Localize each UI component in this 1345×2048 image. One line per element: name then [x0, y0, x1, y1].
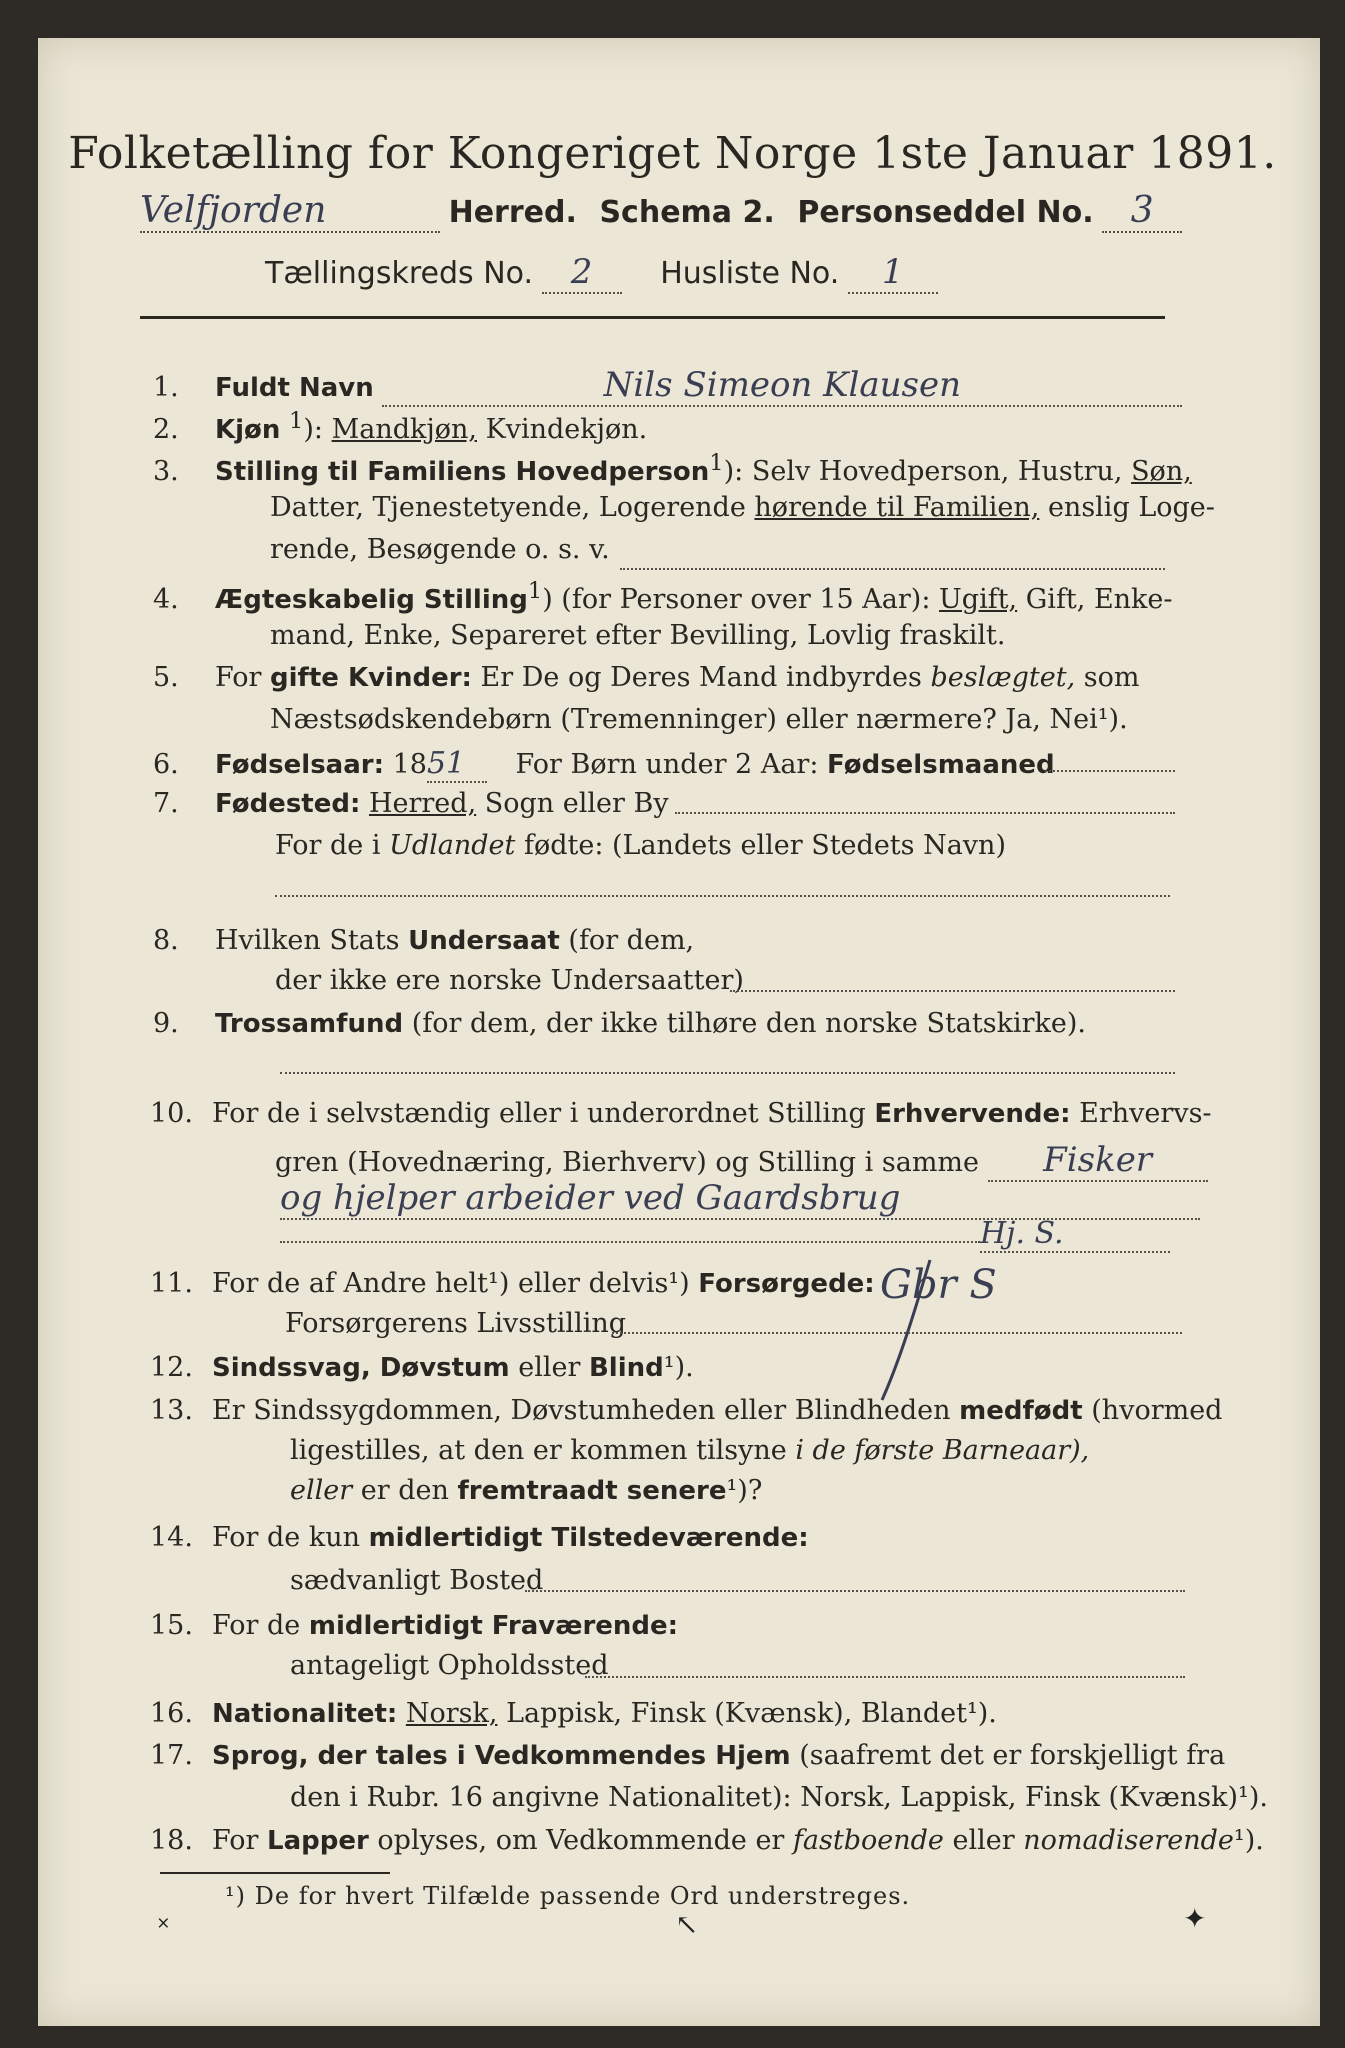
- q5-number: 5.: [153, 662, 179, 693]
- q5-bold: gifte Kvinder:: [270, 663, 472, 693]
- q5-b: Er De og Deres Mand indbyrdes: [480, 662, 922, 693]
- question-4: 4. Ægteskabelig Stilling$^1$) (for Personer over 15 Aar): Ugift, Gift, Enke-: [153, 578, 1173, 615]
- q15-bold: midlertidigt Fraværende:: [308, 1611, 679, 1641]
- question-13: [150, 1395, 1222, 1426]
- question-11-line-2: [285, 1308, 626, 1339]
- q5-line2: Næstsødskendebørn (Tremenninger) eller nærmere? Ja, Nei¹).: [270, 704, 1128, 735]
- question-15-line-2: [290, 1650, 609, 1681]
- q1-value: Nils Simeon Klausen: [382, 365, 1182, 407]
- question-3-line-3: [270, 534, 610, 565]
- q10-line4-dotted: [280, 1241, 980, 1243]
- q7-option-herred: Herred,: [368, 788, 477, 819]
- question-10: [150, 1098, 1212, 1129]
- q13-line3-b: ¹)?: [726, 1475, 763, 1506]
- q9-line2-dotted: [280, 1072, 1175, 1074]
- q10-bold: Erhvervende:: [874, 1099, 1071, 1129]
- footnote: ¹) De for hvert Tilfælde passende Ord understreges.: [225, 1882, 911, 1910]
- q17-number: 17.: [150, 1740, 193, 1771]
- personseddel-label: Personseddel No.: [797, 195, 1094, 230]
- header-row-kreds: [265, 252, 938, 294]
- question-16: [150, 1698, 997, 1729]
- q14-bold: midlertidigt Tilstedeværende:: [368, 1523, 809, 1553]
- question-7: [153, 788, 669, 819]
- q4-line2: mand, Enke, Separeret efter Bevilling, Lovlig fraskilt.: [270, 620, 1006, 651]
- q7-line2-a: For de i: [275, 830, 381, 861]
- question-10-line-2: [275, 1140, 1208, 1182]
- q11-number: 11.: [150, 1268, 193, 1299]
- q8-b: (for dem,: [568, 925, 695, 956]
- question-1: [153, 365, 1182, 407]
- question-13-line-3: [290, 1475, 762, 1506]
- q16-option-norsk: Norsk,: [405, 1698, 498, 1729]
- question-10-line-4: [280, 1216, 1170, 1253]
- q12-bold2: Blind: [588, 1353, 664, 1383]
- q8-line2: der ikke ere norske Undersaatter): [275, 965, 744, 996]
- form-title: Folketælling for Kongeriget Norge 1ste Januar 1891.: [68, 128, 1277, 179]
- q8-number: 8.: [153, 925, 179, 956]
- question-14: [150, 1522, 809, 1553]
- q17-a: (saafremt det er forskjelligt fra: [799, 1740, 1226, 1771]
- q5-italic: beslægtet,: [930, 662, 1076, 693]
- q6-a: For Børn under 2 Aar:: [515, 749, 819, 780]
- herred-value: Velfjorden: [140, 190, 440, 233]
- corner-mark-right: ✦: [1183, 1902, 1207, 1935]
- q3-line2-underlined: hørende til Familien,: [754, 492, 1040, 523]
- question-8: [153, 925, 694, 956]
- q16-bold: Nationalitet:: [212, 1699, 398, 1729]
- q2-sup: 1: [289, 408, 304, 434]
- header-rule: [140, 316, 1165, 319]
- q10-handwritten-1: Fisker: [988, 1140, 1208, 1182]
- q4-number: 4.: [153, 584, 179, 615]
- question-17-line-2: [290, 1782, 1268, 1813]
- question-9: [153, 1008, 1086, 1039]
- q13-b: (hvormed: [1091, 1395, 1223, 1426]
- q7-a: Sogn eller By: [484, 788, 669, 819]
- q16-a: Lappisk, Finsk (Kvænsk), Blandet¹).: [506, 1698, 997, 1729]
- q18-italic-2: nomadiserende: [1023, 1825, 1234, 1856]
- q18-d: ¹).: [1233, 1825, 1264, 1856]
- header-row-herred: [140, 190, 1182, 233]
- q10-number: 10.: [150, 1098, 193, 1129]
- q2-label: Kjøn: [215, 415, 281, 445]
- q9-a: (for dem, der ikke tilhøre den norske Statskirke).: [411, 1008, 1086, 1039]
- q10-handwritten-3: Hj. S.: [980, 1216, 1170, 1253]
- q15-a: For de: [212, 1610, 301, 1641]
- q15-dotted-field: [585, 1676, 1185, 1678]
- q18-b: oplyses, om Vedkommende er: [377, 1825, 785, 1856]
- q13-line2-a: ligestilles, at den er kommen tilsyne: [290, 1435, 787, 1466]
- personseddel-value: 3: [1102, 190, 1182, 233]
- q9-bold: Trossamfund: [215, 1009, 404, 1039]
- question-6: [153, 746, 1055, 783]
- q16-number: 16.: [150, 1698, 193, 1729]
- q17-line2: den i Rubr. 16 angivne Nationalitet): Norsk, Lappisk, Finsk (Kvænsk)¹).: [290, 1782, 1268, 1813]
- husliste-value: 1: [848, 252, 938, 294]
- q6-prefix: 18: [392, 749, 427, 780]
- q18-bold: Lapper: [267, 1826, 369, 1856]
- q11-pen-stroke: [870, 1250, 980, 1410]
- q2-number: 2.: [153, 414, 179, 445]
- q10-handwritten-2: og hjelper arbeider ved Gaardsbrug: [280, 1178, 1200, 1220]
- q10-b: Erhvervs-: [1079, 1098, 1212, 1129]
- question-7-line-2: [275, 830, 1006, 861]
- q12-bold1: Sindssvag, Døvstum: [212, 1353, 510, 1383]
- q2-rest: ):: [303, 414, 323, 445]
- q6-dotted-field: [1045, 770, 1175, 772]
- q1-number: 1.: [153, 372, 179, 403]
- q11-a: For de af Andre helt¹) eller delvis¹): [212, 1268, 690, 1299]
- question-11: [150, 1268, 875, 1299]
- husliste-label: Husliste No.: [660, 256, 840, 291]
- q18-a: For: [212, 1825, 259, 1856]
- q18-c: eller: [952, 1825, 1015, 1856]
- q5-a: For: [215, 662, 262, 693]
- q5-c: som: [1083, 662, 1140, 693]
- q4-text-b: Gift, Enke-: [1025, 584, 1173, 615]
- q14-line2: sædvanligt Bosted: [290, 1565, 544, 1596]
- question-4-line-2: [270, 620, 1005, 651]
- q6-label: Fødselsaar:: [215, 750, 384, 780]
- question-3-line-2: [270, 492, 1215, 523]
- q3-number: 3.: [153, 456, 179, 487]
- q15-line2: antageligt Opholdssted: [290, 1650, 609, 1681]
- q14-number: 14.: [150, 1522, 193, 1553]
- question-10-line-3: [280, 1178, 1200, 1220]
- q13-bold: medfødt: [959, 1396, 1083, 1426]
- question-14-line-2: [290, 1565, 543, 1596]
- q6-b: Fødselsmaaned: [827, 750, 1055, 780]
- q10-line2: gren (Hovednæring, Bierhverv) og Stilling i samme: [275, 1147, 980, 1178]
- q13-line3-a: er den: [360, 1475, 449, 1506]
- q15-number: 15.: [150, 1610, 193, 1641]
- q7-dotted-field: [675, 812, 1175, 814]
- corner-mark-center: ↖: [675, 1908, 699, 1941]
- q3-text: ): Selv Hovedperson, Hustru,: [723, 456, 1123, 487]
- q1-label: Fuldt Navn: [215, 373, 374, 403]
- q18-number: 18.: [150, 1825, 193, 1856]
- q4-text: ) (for Personer over 15 Aar):: [542, 584, 931, 615]
- kreds-value: 2: [542, 252, 622, 294]
- q11-dotted-field: [612, 1332, 1182, 1334]
- q13-line2-italic: i de første Barneaar),: [795, 1435, 1090, 1466]
- q12-b: ¹).: [663, 1352, 694, 1383]
- q3-line3: rende, Besøgende o. s. v.: [270, 534, 610, 565]
- q14-dotted-field: [525, 1590, 1185, 1592]
- q3-option-son: Søn,: [1131, 456, 1192, 487]
- q7-line2-b: fødte: (Landets eller Stedets Navn): [523, 830, 1006, 861]
- q11-bold: Forsørgede:: [698, 1269, 875, 1299]
- q13-line3-italic: eller: [290, 1475, 353, 1506]
- q3-dotted-field: [620, 568, 1165, 570]
- q3-label: Stilling til Familiens Hovedperson: [215, 457, 710, 487]
- question-8-line-2: [275, 965, 744, 996]
- q7-line2-italic: Udlandet: [389, 830, 516, 861]
- q8-dotted-field: [730, 990, 1175, 992]
- q12-a: eller: [518, 1352, 581, 1383]
- q7-number: 7.: [153, 788, 179, 819]
- q8-a: Hvilken Stats: [215, 925, 400, 956]
- q13-number: 13.: [150, 1395, 193, 1426]
- q13-line3-bold: fremtraadt senere: [457, 1476, 727, 1506]
- question-5: [153, 662, 1140, 693]
- q6-value: 51: [427, 746, 487, 783]
- q14-a: For de kun: [212, 1522, 360, 1553]
- question-12: [150, 1352, 694, 1383]
- schema-label: Schema 2.: [599, 195, 775, 230]
- q2-option-mandkjon: Mandkjøn,: [331, 414, 477, 445]
- question-13-line-2: [290, 1435, 1089, 1466]
- q11-handwritten: Gbr S: [880, 1262, 997, 1308]
- q13-a: Er Sindssygdommen, Døvstumheden eller Blindheden: [212, 1395, 951, 1426]
- footnote-rule: [160, 1872, 390, 1874]
- corner-mark-left: ˟: [158, 1912, 169, 1945]
- q2-option-kvindekjon: Kvindekjøn.: [485, 414, 648, 445]
- q8-bold: Undersaat: [408, 926, 560, 956]
- q3-line2-b: enslig Loge-: [1047, 492, 1215, 523]
- q3-line2-a: Datter, Tjenestetyende, Logerende: [270, 492, 746, 523]
- q12-number: 12.: [150, 1352, 193, 1383]
- question-15: [150, 1610, 678, 1641]
- q11-line2: Forsørgerens Livsstilling: [285, 1308, 627, 1339]
- question-3: 3. Stilling til Familiens Hovedperson$^1$): Selv Hovedperson, Hustru, Søn,: [153, 450, 1192, 487]
- question-18: [150, 1825, 1264, 1856]
- q17-bold: Sprog, der tales i Vedkommendes Hjem: [212, 1741, 791, 1771]
- q7-line3-dotted: [275, 895, 1170, 897]
- question-2: [153, 408, 647, 445]
- kreds-label: Tællingskreds No.: [265, 256, 533, 291]
- question-5-line-2: [270, 704, 1128, 735]
- q9-number: 9.: [153, 1008, 179, 1039]
- q18-italic-1: fastboende: [792, 1825, 944, 1856]
- q10-a: For de i selvstændig eller i underordnet Stilling: [212, 1098, 866, 1129]
- question-17: [150, 1740, 1225, 1771]
- q6-number: 6.: [153, 749, 179, 780]
- herred-label: Herred.: [448, 195, 577, 230]
- q7-label: Fødested:: [215, 789, 361, 819]
- q4-option-ugift: Ugift,: [939, 584, 1018, 615]
- q4-label: Ægteskabelig Stilling: [215, 585, 528, 615]
